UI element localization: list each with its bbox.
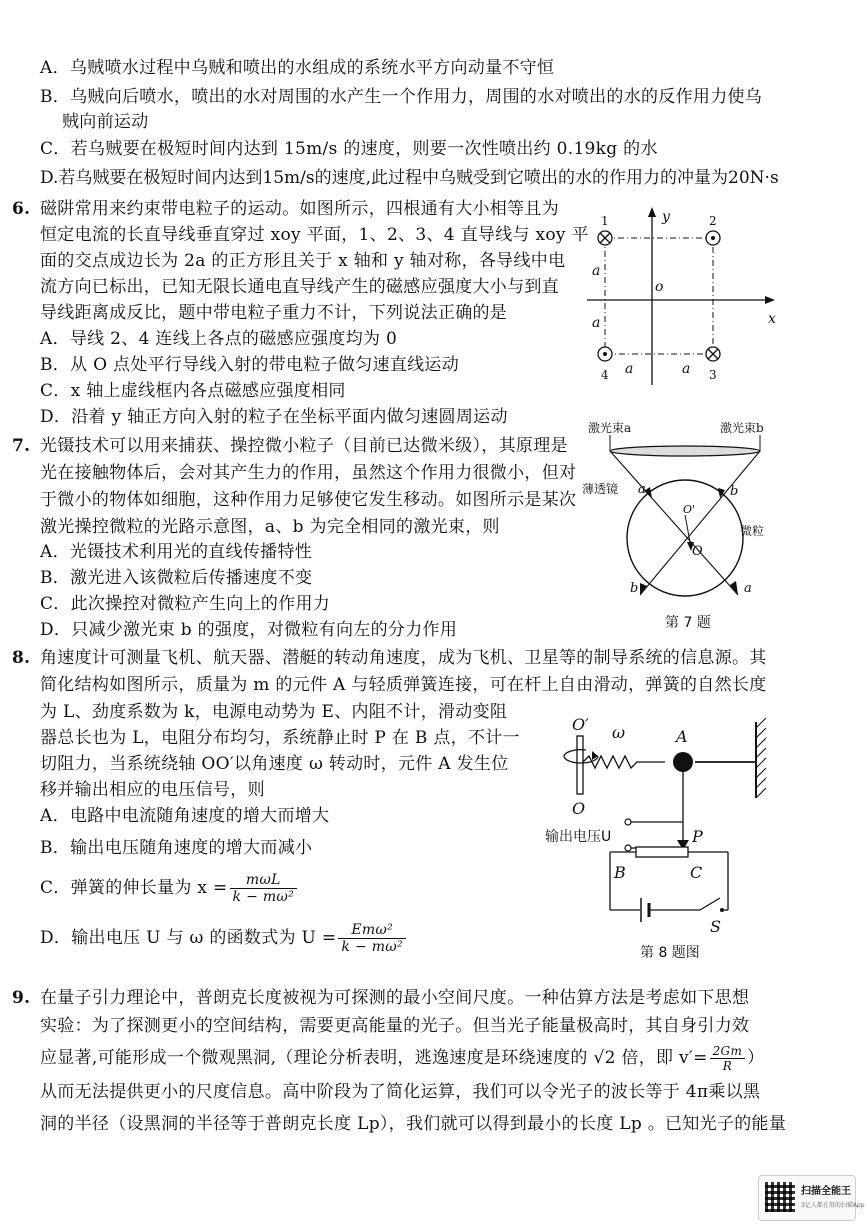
q7-stem-line2: 光在接触物体后，会对其产生力的作用，虽然这个作用力很微小，但对 (40, 463, 577, 483)
q8-stem-line4: 器总长也为 L，电阻分布均匀，系统静止时 P 在 B 点，不计一 (40, 728, 520, 748)
wire-1-label: 1 (601, 214, 609, 228)
beam-b-label: 激光束b (720, 421, 764, 435)
side-a-lower-label: a (592, 315, 601, 331)
origin-label: o (655, 279, 664, 295)
mass-a-label: A (676, 727, 688, 746)
q9-line3-mid: 倍，即 v′= (621, 1048, 708, 1068)
q6-stem-line4: 流方向已标出，已知无限长通电直导线产生的磁感应强度大小与到直 (40, 277, 559, 297)
q8-option-c (40, 870, 299, 906)
center-o-label: O (692, 544, 703, 559)
q6-stem-line1: 磁阱常用来约束带电粒子的运动。如图所示，四根通有大小相等且为 (40, 199, 559, 219)
q7-stem-line4: 激光操控微粒的光路示意图，a、b 为完全相同的激光束，则 (40, 517, 500, 537)
q8-figure-caption: 第 8 题图 (640, 945, 700, 961)
q7-stem-line3: 于微小的物体如细胞，这种作用力足够使它发生移动。如图所示是某次 (40, 490, 577, 510)
ray-b-lower-label: b (630, 581, 639, 596)
q8-option-d (40, 920, 408, 956)
q9-stem-line1: 在量子引力理论中，普朗克长度被视为可探测的最小空间尺度。一种估算方法是考虑如下思想 (40, 988, 750, 1008)
q8-option-c-numerator: mωL (230, 872, 298, 889)
omega-label: ω (612, 723, 626, 742)
q6-option-d: D．沿着 y 轴正方向入射的粒子在坐标平面内做匀速圆周运动 (40, 407, 508, 427)
wire-4-label: 4 (601, 368, 609, 382)
q7-number: 7. (12, 436, 31, 456)
q9-line3-text: 应显著,可能形成一个微观黑洞,（理论分析表明，逃逸速度是环绕速度的 (40, 1048, 588, 1068)
q9-stem-line2: 实验：为了探测更小的空间结构，需要更高能量的光子。但当光子能量极高时，其自身引力效 (40, 1016, 750, 1036)
q8-number: 8. (12, 648, 31, 668)
lens-label: 薄透镜 (582, 482, 619, 496)
scanner-app-tagline: 3亿人都在用的扫描App (801, 1202, 865, 1209)
q8-stem-line3: 为 L、劲度系数为 k，电源电动势为 E、内阻不计，滑动变阻 (40, 702, 508, 722)
particle-label: 微粒 (740, 524, 765, 538)
q8-option-d-denominator: k − mω² (341, 939, 403, 955)
qr-code-icon (765, 1182, 795, 1212)
q8-option-c-denominator: k − mω² (232, 889, 295, 905)
q8-option-a: A．电路中电流随角速度的增大而增大 (40, 806, 330, 826)
terminal-c-label: C (690, 863, 703, 882)
q8-option-d-fraction (338, 922, 406, 955)
q5-option-c: C．若乌贼要在极短时间内达到 15m/s 的速度，则要一次性喷出约 0.19kg 的水 (40, 139, 658, 159)
q6-option-c: C．x 轴上虚线框内各点磁感应强度相同 (40, 381, 346, 401)
q5-option-a: A．乌贼喷水过程中乌贼和喷出的水组成的系统水平方向动量不守恒 (40, 58, 555, 78)
side-a-upper-label: a (592, 263, 601, 279)
q5-option-d: D.若乌贼要在极短时间内达到15m/s的速度,此过程中乌贼受到它喷出的水的作用力的冲量为20N·s (40, 168, 779, 188)
q8-figure (540, 710, 790, 940)
escape-velocity-numerator: 2Gm (710, 1044, 746, 1059)
sqrt2: √2 (593, 1048, 616, 1068)
ray-a-upper-label: a (638, 482, 646, 497)
q6-option-b: B．从 O 点处平行导线入射的带电粒子做匀速直线运动 (40, 355, 460, 375)
escape-velocity-denominator: R (722, 1059, 733, 1073)
q8-stem-line2: 简化结构如图所示，质量为 m 的元件 A 与轻质弹簧连接，可在杆上自由滑动，弹簧的自然长度 (40, 675, 767, 695)
q8-option-c-fraction (230, 872, 298, 905)
q9-stem-line5: 洞的半径（设黑洞的半径等于普朗克长度 Lp），我们就可以得到最小的长度 Lp 。已知光子的能量 (40, 1114, 787, 1134)
scanner-app-name: 扫描全能王 (801, 1186, 851, 1197)
axis-o-prime-label: O′ (572, 715, 589, 734)
output-voltage-label: 输出电压U (545, 829, 612, 845)
escape-velocity-fraction (710, 1044, 746, 1073)
q6-stem-line3: 面的交点成边长为 2a 的正方形且关于 x 轴和 y 轴对称，各导线中电 (40, 251, 566, 271)
q5-option-b-line2: 贼向前运动 (62, 112, 149, 132)
center-o-prime-label: O' (683, 503, 696, 516)
q7-figure-caption: 第 7 题 (665, 615, 711, 631)
terminal-b-label: B (614, 863, 626, 882)
switch-s-label: S (710, 917, 721, 936)
q8-stem-line5: 切阻力，当系统绕轴 OO′以角速度 ω 转动时，元件 A 发生位 (40, 754, 509, 774)
q8-option-b: B．输出电压随角速度的增大而减小 (40, 838, 313, 858)
ray-a-lower-label: a (744, 581, 752, 596)
q5-option-b-line1: B．乌贼向后喷水，喷出的水对周围的水产生一个作用力，周围的水对喷出的水的反作用力使乌 (40, 87, 763, 107)
y-axis-label: y (662, 209, 670, 225)
q8-stem-line1: 角速度计可测量飞机、航天器、潜艇的转动角速度，成为飞机、卫星等的制导系统的信息源。其 (40, 648, 767, 668)
q6-stem-line2: 恒定电流的长直导线垂直穿过 xoy 平面，1、2、3、4 直导线与 xoy 平 (40, 225, 589, 245)
q6-option-a: A．导线 2、4 连线上各点的磁感应强度均为 0 (40, 329, 398, 349)
q7-option-b: B．激光进入该微粒后传播速度不变 (40, 568, 313, 588)
q7-option-c: C．此次操控对微粒产生向上的作用力 (40, 594, 331, 614)
q6-figure (582, 205, 782, 390)
slider-p-label: P (692, 827, 703, 846)
wire-3-label: 3 (709, 368, 717, 382)
q7-stem-line1: 光镊技术可以用来捕获、操控微小粒子（目前已达微米级），其原理是 (40, 436, 568, 456)
q7-option-a: A．光镊技术利用光的直线传播特性 (40, 542, 313, 562)
q9-stem-line3 (40, 1034, 764, 1082)
ray-b-upper-label: b (730, 484, 739, 499)
q9-number: 9. (12, 988, 31, 1008)
q9-stem-line4: 从而无法提供更小的尺度信息。高中阶段为了简化运算，我们可以令光子的波长等于 4π乘以黑 (40, 1082, 761, 1102)
q7-figure (580, 415, 790, 630)
q8-option-c-text: C．弹簧的伸长量为 x = (40, 878, 228, 898)
side-a-left-label: a (625, 361, 634, 377)
q6-number: 6. (12, 199, 31, 219)
q7-option-d: D．只减少激光束 b 的强度，对微粒有向左的分力作用 (40, 620, 458, 640)
q8-option-d-text: D．输出电压 U 与 ω 的函数式为 U = (40, 928, 337, 948)
axis-o-label: O (572, 799, 586, 818)
q8-option-d-numerator: Emω² (338, 922, 406, 939)
q8-stem-line6: 移并输出相应的电压信号，则 (40, 780, 265, 800)
side-a-right-label: a (682, 361, 691, 377)
x-axis-label: x (768, 311, 776, 327)
q6-stem-line5: 导线距离成反比，题中带电粒子重力不计，下列说法正确的是 (40, 303, 508, 323)
wire-2-label: 2 (709, 214, 717, 228)
beam-a-label: 激光束a (588, 421, 632, 435)
scanner-watermark (758, 1175, 865, 1221)
q9-line3-end: ） (747, 1048, 765, 1068)
